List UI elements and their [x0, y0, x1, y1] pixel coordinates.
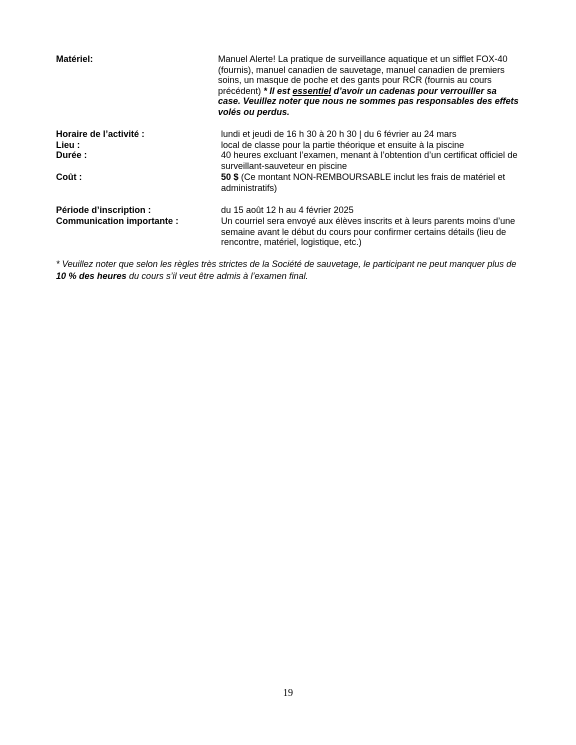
- horaire-value: lundi et jeudi de 16 h 30 à 20 h 30 | du 6 février au 24 mars: [221, 129, 457, 139]
- duree-value: 40 heures excluant l’examen, menant à l’obtention d’un certificat officiel de surveillant-sauveteur en piscine: [221, 150, 518, 171]
- inscription-value: du 15 août 12 h au 4 février 2025: [221, 205, 354, 215]
- inscription-label: Période d’inscription :: [56, 205, 152, 215]
- cout-value: [221, 172, 521, 193]
- horaire-label: Horaire de l’activité :: [56, 129, 145, 139]
- materiel-text: Manuel Alerte! La pratique de surveillance aquatique et un sifflet FOX-40 (fournis), manuel canadien de sauvetage, manuel canadien de premiers soins, un masque de poche et des gants pour RCR (fournis au cours précédent): [218, 54, 508, 96]
- materiel-warning-emphasis: essentiel: [292, 85, 332, 96]
- cout-detail: (Ce montant NON-REMBOURSABLE inclut les frais de matériel et administratifs): [221, 172, 506, 193]
- cout-label: Coût :: [56, 172, 82, 182]
- materiel-value: [218, 54, 521, 118]
- page-number: 19: [283, 688, 293, 699]
- materiel-warning: * Il est essentiel d’avoir un cadenas pour verrouiller sa case. Veuillez noter que nous ne sommes pas responsables des effets volés ou perdus.: [218, 85, 519, 117]
- cout-amount: 50 $: [221, 172, 239, 182]
- rules-note: * Veuillez noter que selon les règles très strictes de la Société de sauvetage, le participant ne peut manquer plus de 10 % des heures du cours s’il veut être admis à l’examen final.: [56, 259, 517, 282]
- duree-label: Durée :: [56, 150, 88, 160]
- materiel-label: Matériel:: [56, 54, 94, 64]
- lieu-label: Lieu :: [56, 140, 80, 150]
- note-emphasis: 10 % des heures: [56, 271, 127, 282]
- communication-value: Un courriel sera envoyé aux élèves inscrits et à leurs parents moins d’une semaine avant le début du cours pour confirmer certains détails (lieu de rencontre, matériel, logistique, etc.): [221, 216, 516, 248]
- communication-label: Communication importante :: [56, 216, 179, 226]
- lieu-value: local de classe pour la partie théorique et ensuite à la piscine: [221, 140, 465, 150]
